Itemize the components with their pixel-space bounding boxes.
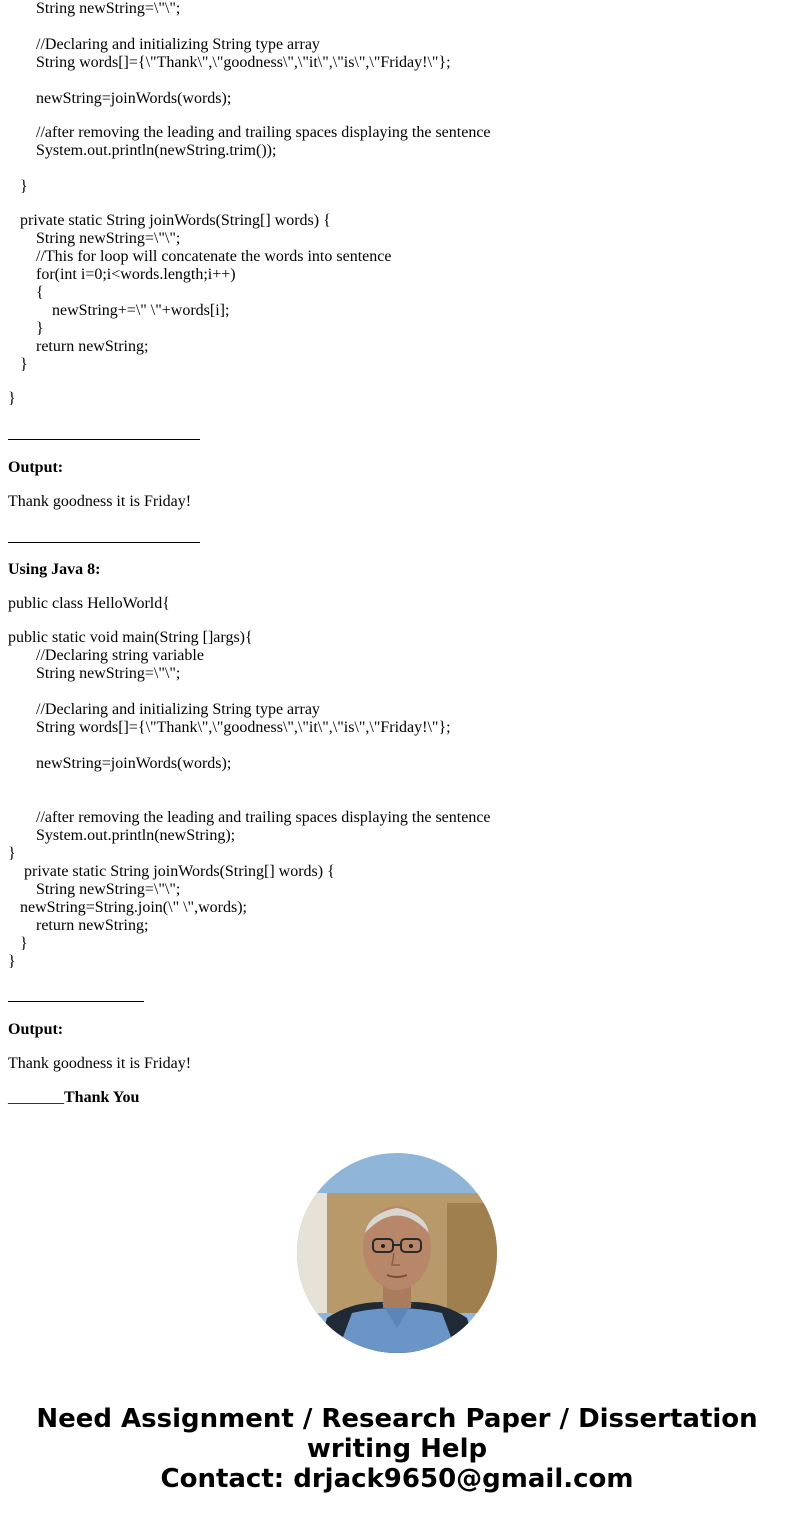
output-heading: Output: [8, 1021, 64, 1038]
code-line: } [8, 935, 28, 952]
code-line: String newString=\"\"; [8, 230, 181, 247]
thank-you-line [8, 1089, 139, 1107]
code-line: } [8, 845, 16, 862]
code-line: newString=String.join(\" \",words); [8, 899, 247, 916]
code-line: String newString=\"\"; [8, 881, 181, 898]
portrait-image [297, 1153, 497, 1353]
code-line: return newString; [8, 917, 149, 934]
code-line: for(int i=0;i<words.length;i++) [8, 266, 236, 283]
code-line: return newString; [8, 338, 149, 355]
code-line: } [8, 320, 44, 337]
code-comment: //This for loop will concatenate the words into sentence [8, 248, 392, 265]
code-line: newString=joinWords(words); [8, 90, 232, 107]
section-heading: Using Java 8: [8, 561, 101, 578]
code-line: String newString=\"\"; [8, 0, 181, 17]
code-line: } [8, 390, 16, 407]
separator-rule [8, 542, 200, 544]
code-line: String words[]={\"Thank\",\"goodness\",\"it\",\"is\",\"Friday!\"}; [8, 54, 451, 71]
output-heading: Output: [8, 459, 64, 476]
code-comment: //Declaring string variable [8, 647, 204, 664]
separator-rule [8, 439, 200, 441]
code-line: } [8, 356, 28, 373]
code-line: String newString=\"\"; [8, 665, 181, 682]
thank-you-text: Thank You [64, 1089, 140, 1106]
code-line: String words[]={\"Thank\",\"goodness\",\"it\",\"is\",\"Friday!\"}; [8, 719, 451, 736]
code-line: System.out.println(newString.trim()); [8, 142, 277, 159]
code-line: newString=joinWords(words); [8, 755, 232, 772]
thank-you-underline: _______ [8, 1089, 64, 1106]
code-comment: //after removing the leading and trailing spaces displaying the sentence [8, 809, 491, 826]
separator-rule [8, 1001, 144, 1003]
code-line: newString+=\" \"+words[i]; [8, 302, 230, 319]
code-line: System.out.println(newString); [8, 827, 236, 844]
code-comment: //after removing the leading and trailing spaces displaying the sentence [8, 124, 491, 141]
promo-contact: Contact: drjack9650@gmail.com [160, 1464, 634, 1494]
promo-line-1: Need Assignment / Research Paper / Dissertation [36, 1404, 758, 1434]
code-comment: //Declaring and initializing String type array [8, 36, 320, 53]
code-line: public class HelloWorld{ [8, 595, 170, 612]
avatar [297, 1153, 497, 1353]
code-line: private static String joinWords(String[] words) { [8, 863, 335, 880]
promo-line-2: writing Help [306, 1434, 488, 1464]
code-line: private static String joinWords(String[] words) { [8, 212, 331, 229]
output-text: Thank goodness it is Friday! [8, 1055, 192, 1072]
code-line: } [8, 178, 28, 195]
code-line: } [8, 953, 16, 970]
code-comment: //Declaring and initializing String type array [8, 701, 320, 718]
code-line: { [8, 284, 44, 301]
code-line: public static void main(String []args){ [8, 629, 253, 646]
output-text: Thank goodness it is Friday! [8, 493, 192, 510]
